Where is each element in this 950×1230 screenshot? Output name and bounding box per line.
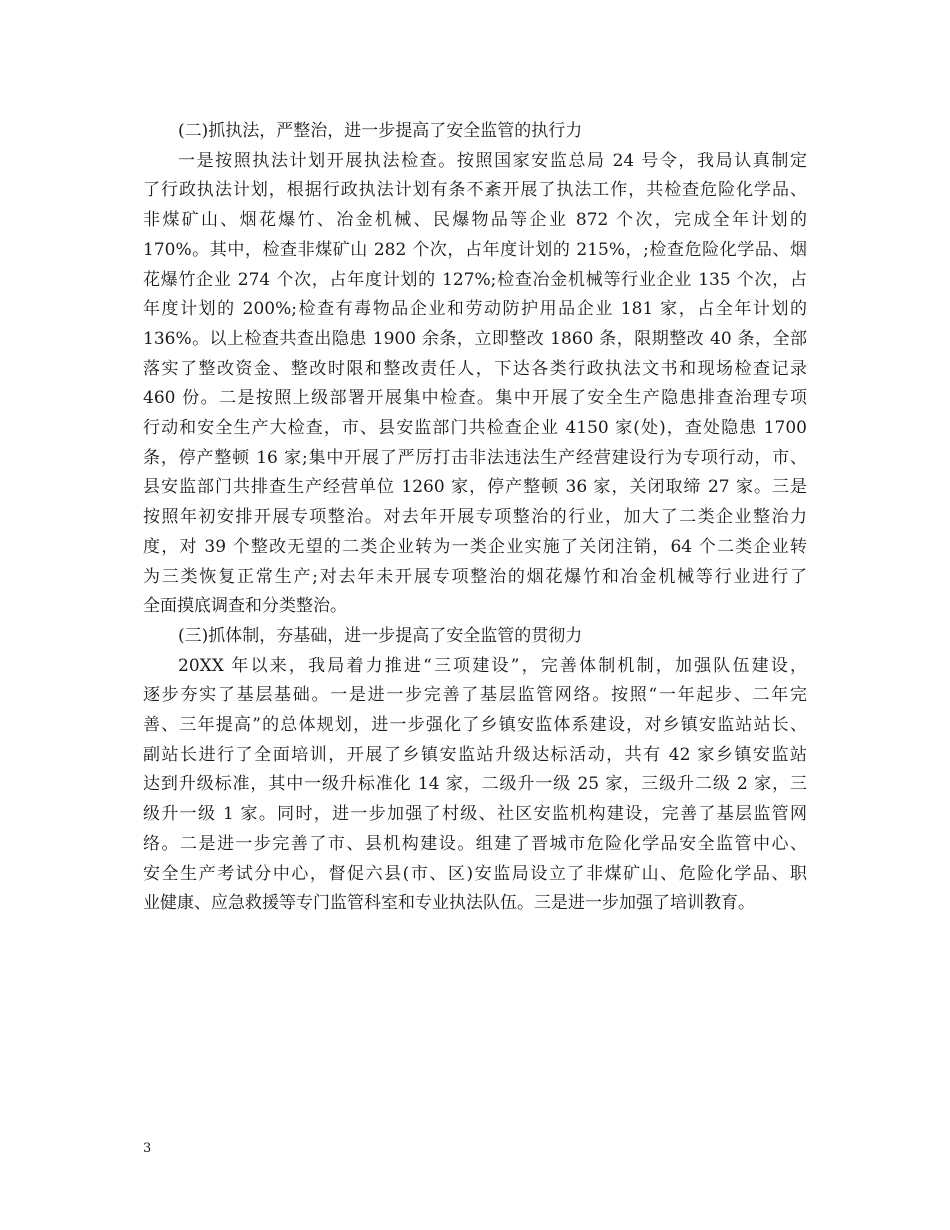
- body-text-line: 136%。以上检查共查出隐患 1900 余条，立即整改 1860 条，限期整改 40 条，全部: [143, 329, 807, 349]
- body-text-line: 全面摸底调查和分类整治。: [143, 596, 347, 616]
- body-text-line: 花爆竹企业 274 个次，占年度计划的 127%;检查冶金机械等行业企业 135 个次，占: [143, 270, 807, 290]
- body-text-line: 一是按照执法计划开展执法检查。按照国家安监总局 24 号令，我局认真制定: [178, 151, 807, 171]
- body-text-line: 20XX 年以来，我局着力推进“三项建设”，完善体制机制，加强队伍建设，: [178, 656, 807, 676]
- body-text-line: 逐步夯实了基层基础。一是进一步完善了基层监管网络。按照“一年起步、二年完: [143, 685, 807, 705]
- body-text-line: 为三类恢复正常生产;对去年未开展专项整治的烟花爆竹和冶金机械等行业进行了: [143, 567, 807, 587]
- body-text-line: 落实了整改资金、整改时限和整改责任人，下达各类行政执法文书和现场检查记录: [143, 359, 807, 379]
- body-text-line: 络。二是进一步完善了市、县机构建设。组建了晋城市危险化学品安全监管中心、: [143, 834, 807, 854]
- body-text-line: 按照年初安排开展专项整治。对去年开展专项整治的行业，加大了二类企业整治力: [143, 507, 807, 527]
- body-text-line: 县安监部门共排查生产经营单位 1260 家，停产整顿 36 家，关闭取缔 27 家。三是: [143, 477, 807, 497]
- body-text-line: 善、三年提高”的总体规划，进一步强化了乡镇安监体系建设，对乡镇安监站站长、: [143, 715, 807, 735]
- body-text-line: 业健康、应急救援等专门监管科室和专业执法队伍。三是进一步加强了培训教育。: [143, 893, 755, 913]
- body-text-line: 行动和安全生产大检查，市、县安监部门共检查企业 4150 家(处)，查处隐患 1700: [143, 418, 807, 438]
- body-text-line: 条，停产整顿 16 家;集中开展了严厉打击非法违法生产经营建设行为专项行动，市、: [143, 448, 807, 468]
- body-text-line: 副站长进行了全面培训，开展了乡镇安监站升级达标活动，共有 42 家乡镇安监站: [143, 745, 807, 765]
- body-text-line: 460 份。二是按照上级部署开展集中检查。集中开展了安全生产隐患排查治理专项: [143, 388, 807, 408]
- body-text-line: 年度计划的 200%;检查有毒物品企业和劳动防护用品企业 181 家，占全年计划的: [143, 299, 807, 319]
- body-text-line: 级升一级 1 家。同时，进一步加强了村级、社区安监机构建设，完善了基层监管网: [143, 804, 807, 824]
- page-number: 3: [143, 1141, 152, 1156]
- body-text-line: 达到升级标准，其中一级升标准化 14 家，二级升一级 25 家，三级升二级 2 家，三: [143, 774, 807, 794]
- section-heading: (三)抓体制，夯基础，进一步提高了安全监管的贯彻力: [178, 626, 583, 646]
- body-text-line: 安全生产考试分中心，督促六县(市、区)安监局设立了非煤矿山、危险化学品、职: [143, 864, 807, 884]
- section-heading: (二)抓执法，严整治，进一步提高了安全监管的执行力: [178, 121, 583, 141]
- body-text-line: 了行政执法计划，根据行政执法计划有条不紊开展了执法工作，共检查危险化学品、: [143, 180, 807, 200]
- body-text-line: 非煤矿山、烟花爆竹、冶金机械、民爆物品等企业 872 个次，完成全年计划的: [143, 210, 807, 230]
- body-text-line: 度，对 39 个整改无望的二类企业转为一类企业实施了关闭注销，64 个二类企业转: [143, 537, 807, 557]
- body-text-line: 170%。其中，检查非煤矿山 282 个次，占年度计划的 215%，;检查危险化学品、烟: [143, 240, 807, 260]
